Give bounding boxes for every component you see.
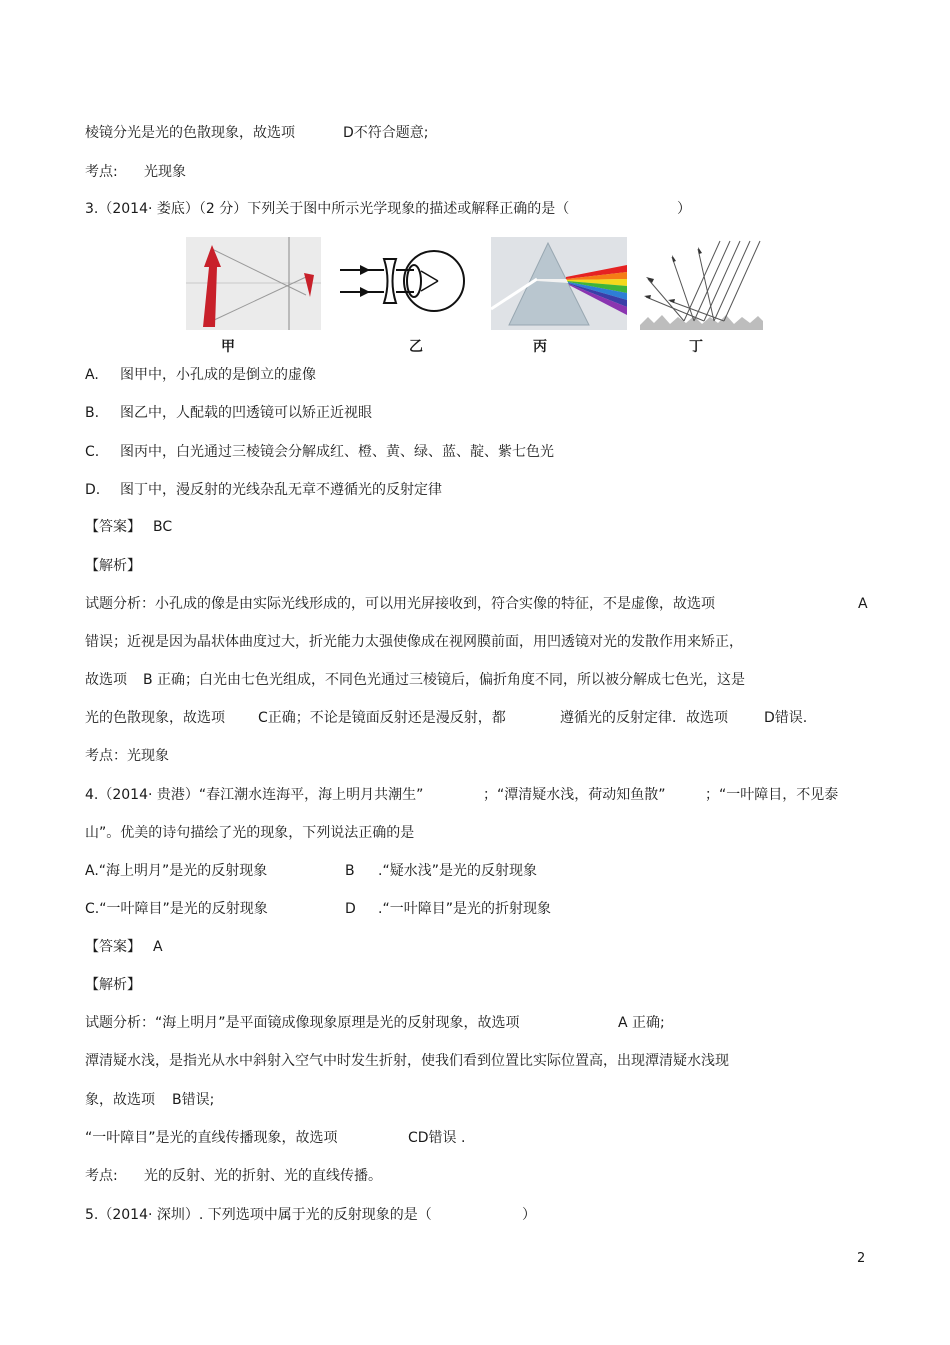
question-bracket: ） <box>677 201 691 217</box>
analysis-label: 【解析】 <box>85 558 141 574</box>
line-text: 象，故选项 <box>85 1092 155 1108</box>
topic-label: 考点: <box>85 1168 118 1184</box>
option-letter: D. <box>85 482 101 498</box>
line-text: “一叶障目”是光的直线传播现象，故选项 <box>85 1130 338 1146</box>
topic-text: 考点：光现象 <box>85 748 169 764</box>
option-text: A.“海上明月”是光的反射现象 <box>85 863 268 879</box>
line-text: 故选项 <box>85 672 127 688</box>
option-text: .“疑水浅”是光的反射现象 <box>378 863 537 879</box>
question-stem: 5.（2014· 深圳）. 下列选项中属于光的反射现象的是（ <box>85 1207 432 1223</box>
line-text: 潭清疑水浅，是指光从水中斜射入空气中时发生折射，使我们看到位置比实际位置高，出现潭清疑水浅现 <box>85 1053 729 1069</box>
line-text: ；“一叶障目，不见泰 <box>705 787 839 803</box>
option-letter: B <box>345 863 355 879</box>
option-letter: B. <box>85 405 100 421</box>
option-text: 图乙中，人配载的凹透镜可以矫正近视眼 <box>120 405 372 421</box>
option-text: 图丙中，白光通过三棱镜会分解成红、橙、黄、绿、蓝、靛、紫七色光 <box>120 444 554 460</box>
question-bracket: ） <box>522 1207 536 1223</box>
option-letter: C. <box>85 444 100 460</box>
line-text: 试题分析：小孔成的像是由实际光线形成的，可以用光屏接收到，符合实像的特征，不是虚像，故选项 <box>85 596 715 612</box>
line-text: 错误；近视是因为晶状体曲度过大，折光能力太强使像成在视网膜前面，用凹透镜对光的发散作用来矫正， <box>85 634 743 650</box>
line-text: 山”。优美的诗句描绘了光的现象，下列说法正确的是 <box>85 825 415 841</box>
line-text: A 正确; <box>618 1015 665 1031</box>
line-text: D不符合题意; <box>343 125 429 141</box>
answer-value: BC <box>153 519 173 535</box>
figure-bing <box>491 237 627 330</box>
topic-value: 光现象 <box>144 164 186 180</box>
answer-label: 【答案】 <box>85 519 141 535</box>
option-text: 图丁中，漫反射的光线杂乱无章不遵循光的反射定律 <box>120 482 442 498</box>
line-text: CD错误 . <box>408 1130 466 1146</box>
option-letter: D <box>345 901 356 917</box>
line-text: 光的色散现象，故选项 <box>85 710 225 726</box>
figure-jia <box>186 237 321 330</box>
answer-label: 【答案】 <box>85 939 141 955</box>
figure-ding <box>640 237 763 330</box>
answer-value: A <box>153 939 163 955</box>
topic-value: 光的反射、光的折射、光的直线传播。 <box>144 1168 382 1184</box>
line-text: D错误. <box>764 710 808 726</box>
line-text: 棱镜分光是光的色散现象，故选项 <box>85 125 295 141</box>
line-text: C正确；不论是镜面反射还是漫反射，都 <box>258 710 506 726</box>
line-text: ；“潭清疑水浅，荷动知鱼散” <box>483 787 666 803</box>
topic-label: 考点: <box>85 164 118 180</box>
option-text: 图甲中，小孔成的是倒立的虚像 <box>120 367 316 383</box>
line-text: 4.（2014· 贵港）“春江潮水连海平，海上明月共潮生” <box>85 787 424 803</box>
line-text: 遵循光的反射定律．故选项 <box>560 710 728 726</box>
option-text: .“一叶障目”是光的折射现象 <box>378 901 551 917</box>
line-text: A <box>858 596 868 612</box>
option-letter: A. <box>85 367 99 383</box>
figure-label-jia: 甲 <box>221 339 235 355</box>
page-number: 2 <box>857 1251 866 1266</box>
question-stem: 3.（2014· 娄底）（2 分）下列关于图中所示光学现象的描述或解释正确的是（ <box>85 201 570 217</box>
figure-label-ding: 丁 <box>689 339 703 355</box>
line-text: 试题分析：“海上明月”是平面镜成像现象原理是光的反射现象，故选项 <box>85 1015 520 1031</box>
analysis-label: 【解析】 <box>85 977 141 993</box>
line-text: B错误; <box>172 1092 215 1108</box>
figure-label-bing: 丙 <box>533 339 547 355</box>
option-text: C.“一叶障目”是光的反射现象 <box>85 901 268 917</box>
line-text: B 正确；白光由七色光组成，不同色光通过三棱镜后，偏折角度不同，所以被分解成七色光，这是 <box>143 672 746 688</box>
figure-label-yi: 乙 <box>409 339 423 355</box>
figure-yi <box>338 237 470 330</box>
